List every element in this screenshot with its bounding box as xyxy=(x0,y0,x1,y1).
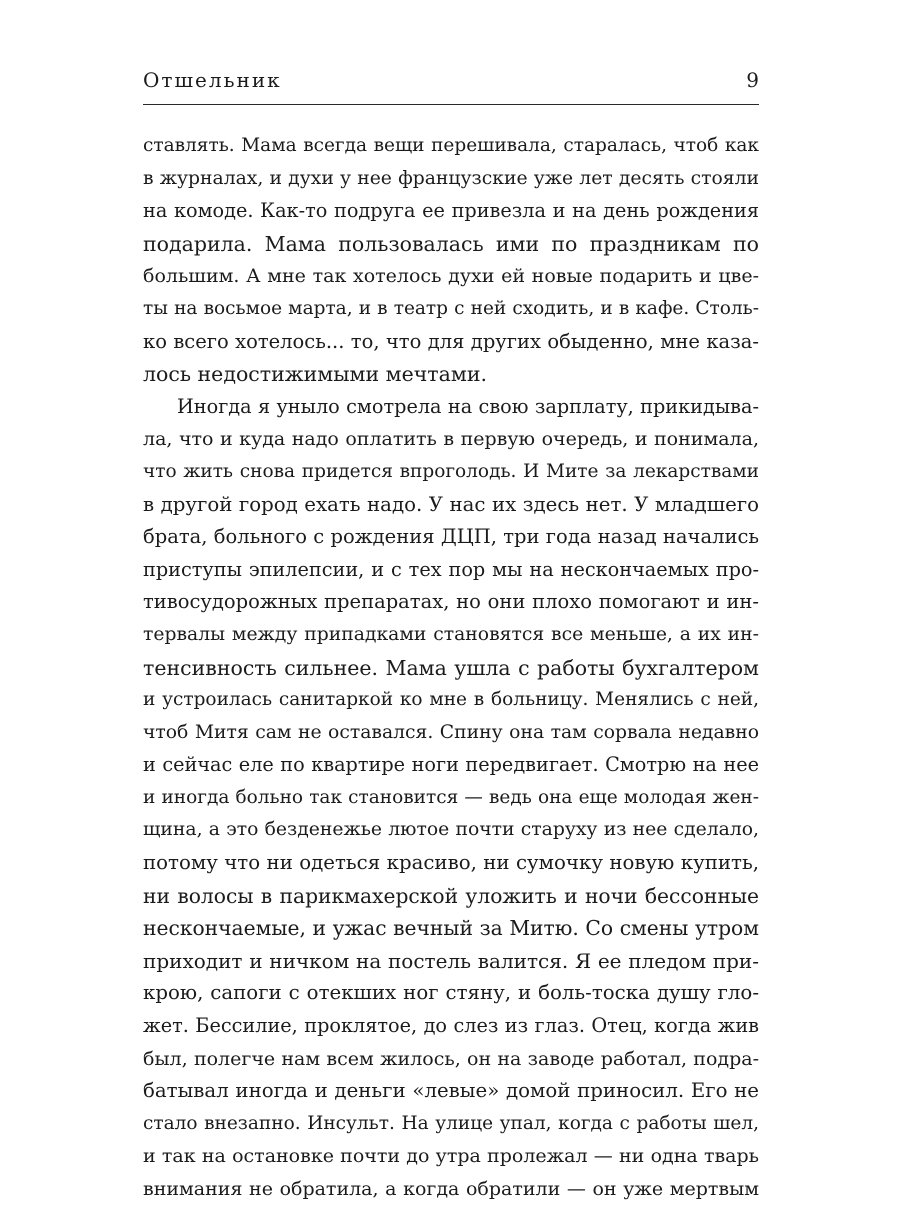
text-line: лось недостижимыми мечтами. xyxy=(143,362,487,387)
text-line: ко всего хотелось... то, что для других обыденно, мне каза- xyxy=(143,329,759,353)
text-line: и так на остановке почти до утра пролежал — ни одна тварь xyxy=(143,1145,759,1168)
text-line: брата, больного с рождения ДЦП, три года назад начались xyxy=(143,525,759,549)
text-line: и устроилась санитаркой ко мне в больницу. Менялись с ней, xyxy=(143,689,759,711)
running-title: Отшельник xyxy=(143,68,282,92)
text-line: батывал иногда и деньги «левые» домой приносил. Его не xyxy=(143,1079,759,1103)
text-line: внимания не обратила, а когда обратили — он уже мертвым xyxy=(143,1178,759,1200)
body-text xyxy=(143,130,759,1206)
text-line: щина, а это безденежье лютое почти старуху из нее сделало, xyxy=(143,819,759,841)
text-line: ни волосы в парикмахерской уложить и ночи бессонные xyxy=(143,883,759,908)
text-line: нескончаемые, и ужас вечный за Митю. Со смены утром xyxy=(143,916,759,941)
text-line: стало внезапно. Инсульт. На улице упал, когда с работы шел, xyxy=(143,1112,759,1134)
text-line: приступы эпилепсии, и с тех пор мы на нескончаемых про- xyxy=(143,557,759,581)
text-line: тенсивность сильнее. Мама ушла с работы бухгалтером xyxy=(143,655,759,680)
text-line: на комоде. Как-то подруга ее привезла и на день рождения xyxy=(143,199,759,223)
text-line: жет. Бессилие, проклятое, до слез из глаз. Отец, когда жив xyxy=(143,1014,759,1038)
text-line: большим. А мне так хотелось духи ей новые подарить и цве- xyxy=(143,265,759,288)
book-page xyxy=(143,0,759,1200)
text-line: тивосудорожных препаратах, но они плохо помогают и ин- xyxy=(143,590,759,614)
text-line: потому что ни одеться красиво, ни сумочку новую купить, xyxy=(143,851,759,875)
text-line: что жить снова придется впроголодь. И Мите за лекарствами xyxy=(143,460,759,482)
text-line: крою, сапоги с отекших ног стяну, и боль-тоска душу гло- xyxy=(143,981,759,1005)
text-line: в журналах, и духи у нее французские уже лет десять стояли xyxy=(143,167,759,189)
text-line: ла, что и куда надо оплатить в первую очередь, и понимала, xyxy=(143,428,759,451)
text-line: и сейчас еле по квартире ноги передвигает. Смотрю на нее xyxy=(143,753,759,777)
text-line: ставлять. Мама всегда вещи перешивала, старалась, чтоб как xyxy=(143,135,759,156)
header-rule xyxy=(143,104,759,105)
text-line: приходит и ничком на постель валится. Я ее пледом при- xyxy=(143,948,759,973)
text-line: подарила. Мама пользовалась ими по праздникам по xyxy=(143,231,759,256)
running-head xyxy=(143,68,759,98)
text-line: в другой город ехать надо. У нас их здесь нет. У младшего xyxy=(143,492,759,516)
text-line: Иногда я уныло смотрела на свою зарплату, прикидывa- xyxy=(177,394,759,418)
text-line: тервалы между припадками становятся все меньше, а их ин- xyxy=(143,623,759,645)
text-line: был, полегче нам всем жилось, он на заводе работал, подра- xyxy=(143,1047,759,1070)
text-line: чтоб Митя сам не оставался. Спину она там сорвала недавно xyxy=(143,721,759,743)
text-line: ты на восьмое марта, и в театр с ней сходить, и в кафе. Столь- xyxy=(143,297,759,319)
page-number: 9 xyxy=(746,68,759,92)
text-line: и иногда больно так становится — ведь она еще молодая жен- xyxy=(143,786,759,808)
